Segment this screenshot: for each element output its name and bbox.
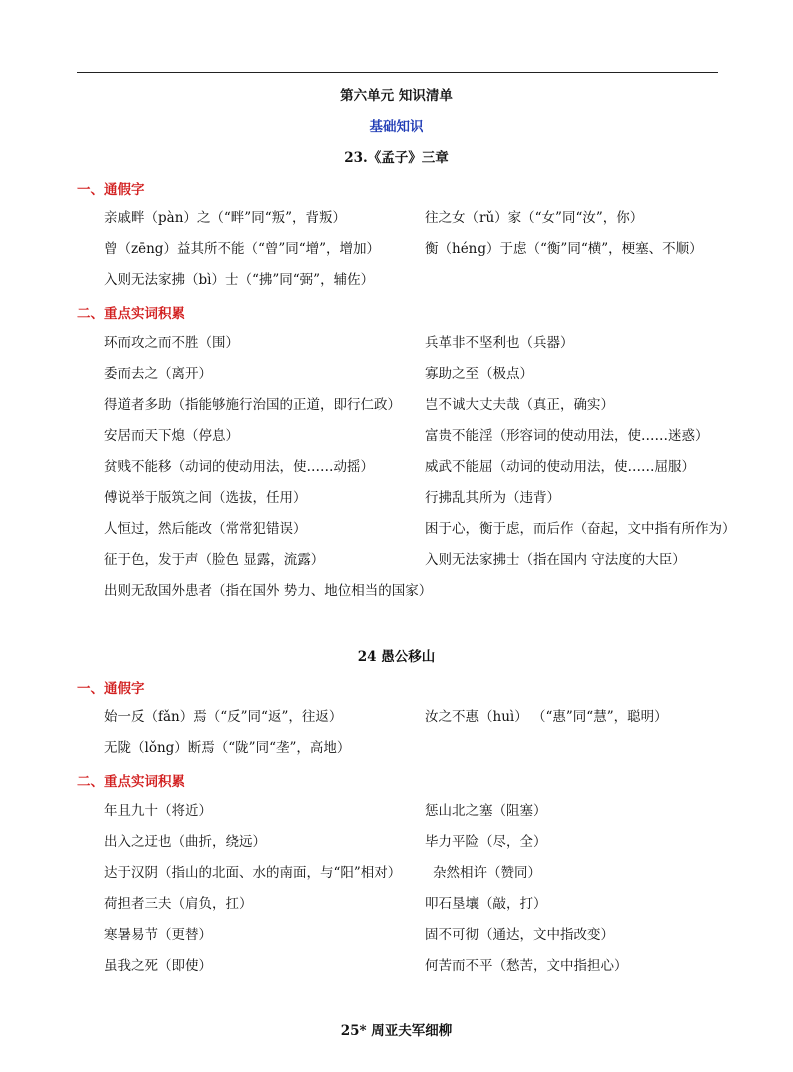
list-item: 汝之不惠（huì） （“惠”同“慧”，聪明）: [425, 709, 668, 725]
section-subtitle: 基础知识: [369, 119, 424, 135]
list-item: 入则无法家拂（bì）士（“拂”同“弼”，辅佐）: [104, 272, 375, 288]
unit-title: 第六单元 知识清单: [340, 88, 453, 104]
list-item: 寡助之至（极点）: [425, 366, 533, 382]
list-item: 傅说举于版筑之间（选拔，任用）: [104, 490, 307, 506]
list-item: 年且九十（将近）: [104, 803, 212, 819]
header-rule: [77, 72, 718, 73]
list-item: 人恒过，然后能改（常常犯错误）: [104, 521, 307, 537]
list-item: 困于心，衡于虑，而后作（奋起，文中指有所作为）: [425, 521, 736, 537]
list-item: 杂然相许（赞同）: [433, 865, 541, 881]
list-item: 征于色，发于声（脸色 显露，流露）: [104, 552, 325, 568]
lesson-23-title: 23.《孟子》三章: [344, 150, 449, 166]
list-item: 委而去之（离开）: [104, 366, 212, 382]
list-item: 威武不能屈（动词的使动用法，使……屈服）: [425, 459, 695, 475]
list-item: 行拂乱其所为（违背）: [425, 490, 560, 506]
list-item: 寒暑易节（更替）: [104, 927, 212, 943]
list-item: 叩石垦壤（敲，打）: [425, 896, 547, 912]
list-item: 毕力平险（尽，全）: [425, 834, 547, 850]
list-item: 荷担者三夫（肩负，扛）: [104, 896, 253, 912]
list-item: 岂不诚大丈夫哉（真正，确实）: [425, 397, 614, 413]
list-item: 虽我之死（即使）: [104, 958, 212, 974]
list-item: 何苦而不平（愁苦，文中指担心）: [425, 958, 628, 974]
list-item: 环而攻之而不胜（围）: [104, 335, 239, 351]
list-item: 贫贱不能移（动词的使动用法，使……动摇）: [104, 459, 374, 475]
lesson-24-tongjia-heading: 一、通假字: [77, 681, 145, 697]
list-item: 出入之迂也（曲折，绕远）: [104, 834, 266, 850]
list-item: 始一反（fǎn）焉（“反”同“返”，往返）: [104, 709, 343, 725]
list-item: 往之女（rǔ）家（“女”同“汝”，你）: [425, 210, 644, 226]
list-item: 出则无敌国外患者（指在国外 势力、地位相当的国家）: [104, 583, 433, 599]
lesson-24-shici-heading: 二、重点实词积累: [77, 774, 185, 790]
list-item: 衡（héng）于虑（“衡”同“横”，梗塞、不顺）: [425, 241, 703, 257]
list-item: 得道者多助（指能够施行治国的正道，即行仁政）: [104, 397, 401, 413]
lesson-23-tongjia-heading: 一、通假字: [77, 182, 145, 198]
lesson-25-title: 25* 周亚夫军细柳: [340, 1023, 453, 1039]
list-item: 兵革非不坚利也（兵器）: [425, 335, 574, 351]
lesson-24-title: 24 愚公移山: [357, 649, 436, 665]
list-item: 无陇（lǒng）断焉（“陇”同“垄”，高地）: [104, 740, 351, 756]
list-item: 惩山北之塞（阻塞）: [425, 803, 547, 819]
list-item: 入则无法家拂士（指在国内 守法度的大臣）: [425, 552, 686, 568]
lesson-23-shici-heading: 二、重点实词积累: [77, 306, 185, 322]
list-item: 富贵不能淫（形容词的使动用法，使……迷惑）: [425, 428, 709, 444]
list-item: 亲戚畔（pàn）之（“畔”同“叛”，背叛）: [104, 210, 346, 226]
list-item: 固不可彻（通达，文中指改变）: [425, 927, 614, 943]
list-item: 曾（zēng）益其所不能（“曾”同“增”，增加）: [104, 241, 381, 257]
list-item: 安居而天下熄（停息）: [104, 428, 239, 444]
list-item: 达于汉阴（指山的北面、水的南面，与“阳”相对）: [104, 865, 402, 881]
